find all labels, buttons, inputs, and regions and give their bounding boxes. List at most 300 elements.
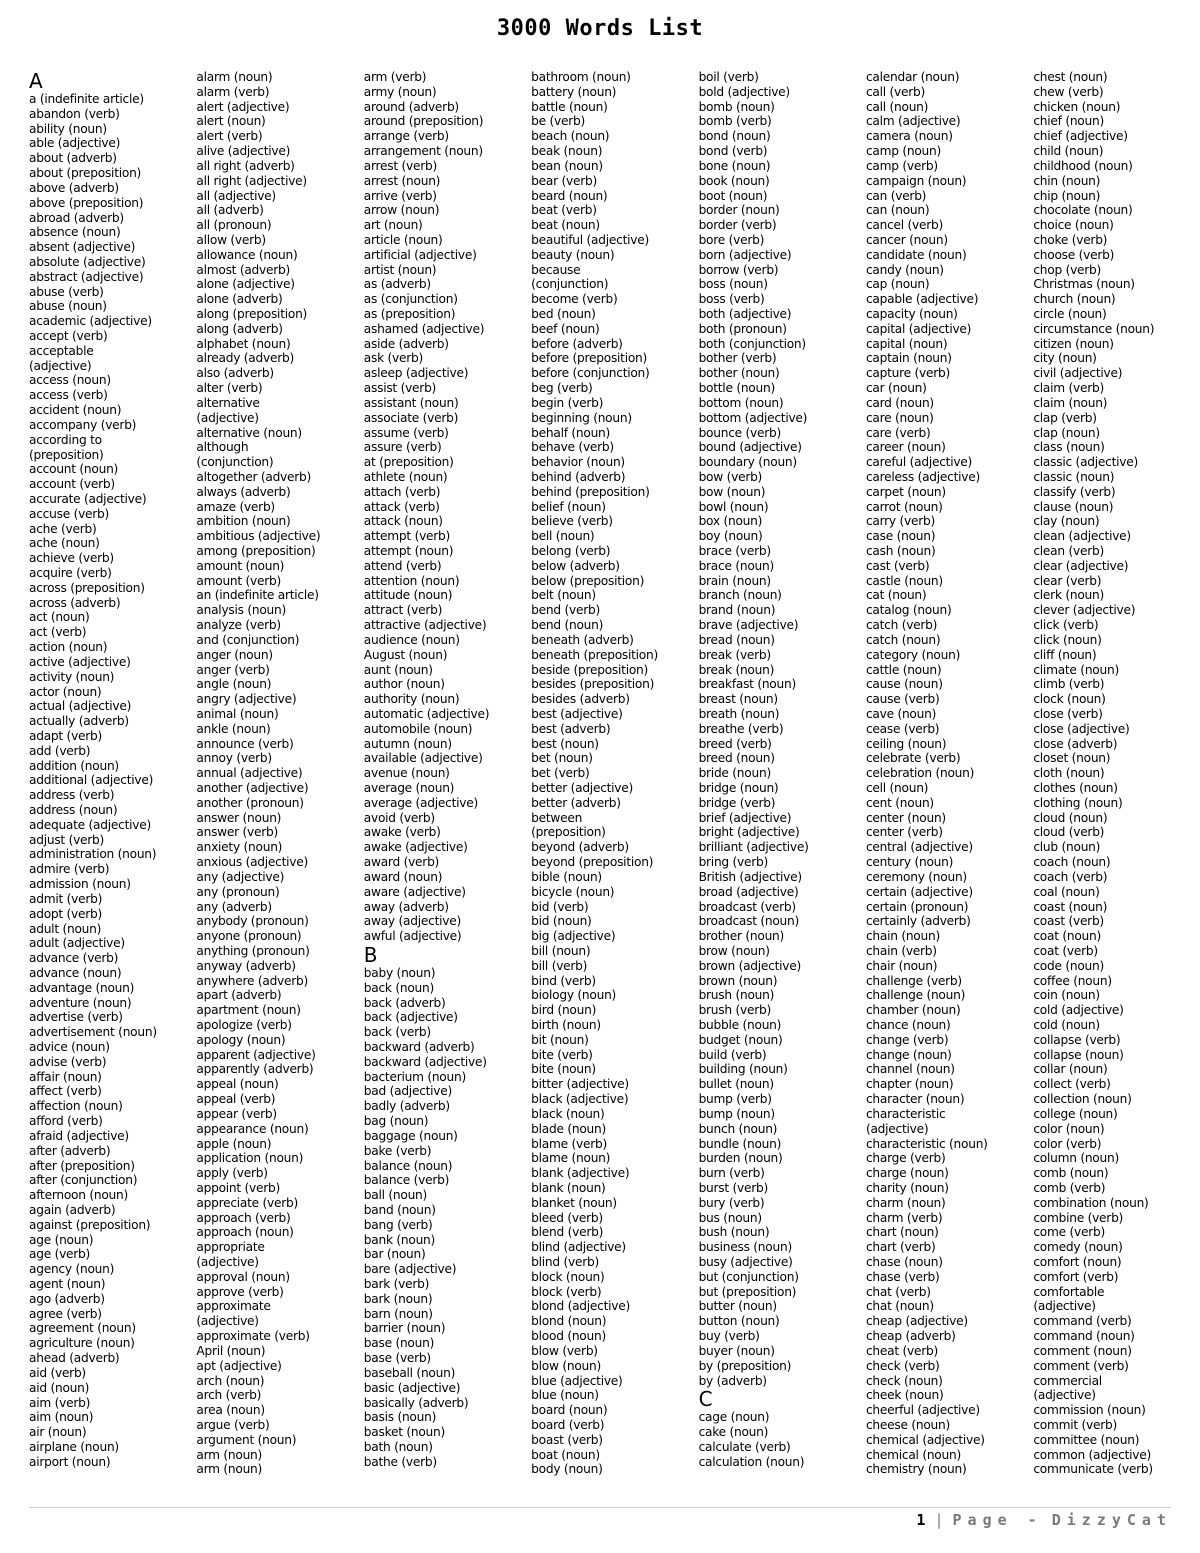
word-entry: before (conjunction): [531, 366, 650, 381]
word-entry: by (preposition): [698, 1358, 792, 1373]
word-entry: (preposition): [29, 447, 104, 462]
word-entry: cancer (noun): [865, 232, 948, 247]
word-entry: capital (adjective): [865, 321, 972, 336]
word-entry: careless (adjective): [865, 469, 980, 484]
word-entry: apologize (verb): [196, 1018, 292, 1032]
word-entry: chat (noun): [865, 1299, 934, 1314]
word-entry: collect (verb): [1033, 1077, 1111, 1092]
word-entry: award (verb): [363, 855, 440, 870]
word-entry: blood (noun): [531, 1329, 606, 1344]
word-entry: beautiful (adjective): [531, 232, 649, 247]
word-entry: bark (verb): [363, 1277, 430, 1291]
word-entry: car (noun): [865, 381, 927, 396]
word-entry: common (adjective): [1033, 1447, 1151, 1462]
word-entry: bleed (verb): [531, 1210, 603, 1225]
word-entry: as (preposition): [363, 307, 456, 321]
word-entry: age (noun): [29, 1232, 94, 1247]
word-entry: accept (verb): [29, 329, 108, 343]
word-entry: attitude (noun): [363, 588, 453, 603]
word-entry: blow (verb): [531, 1343, 598, 1358]
word-entry: chip (noun): [1033, 188, 1101, 203]
word-entry: college (noun): [1033, 1106, 1118, 1121]
word-entry: act (noun): [29, 610, 90, 625]
word-entry: bet (verb): [531, 766, 590, 781]
word-entry: climate (noun): [1033, 662, 1119, 677]
word-entry: breath (noun): [698, 706, 780, 721]
word-entry: career (noun): [865, 440, 946, 455]
word-entry: book (noun): [698, 173, 770, 188]
word-entry: case (noun): [865, 529, 936, 544]
word-entry: breed (noun): [698, 751, 775, 766]
word-entry: bed (noun): [531, 307, 596, 321]
word-entry: alter (verb): [196, 381, 263, 396]
page-label: Page -: [952, 1511, 1043, 1529]
word-entry: around (preposition): [363, 114, 484, 129]
word-entry: autumn (noun): [363, 736, 452, 751]
word-entry: basis (noun): [363, 1410, 437, 1425]
section-letter-heading: A: [29, 70, 43, 93]
word-entry: cheap (adjective): [865, 1314, 968, 1329]
word-entry: chance (noun): [865, 1018, 951, 1032]
word-entry: coffee (noun): [1033, 973, 1112, 988]
word-entry: attack (noun): [363, 514, 443, 529]
word-entry: anyone (pronoun): [196, 929, 302, 944]
word-entry: always (adverb): [196, 484, 291, 499]
word-entry: cast (verb): [865, 558, 930, 573]
word-entry: attack (verb): [363, 499, 440, 514]
word-entry: comfort (noun): [1033, 1255, 1122, 1269]
word-entry: cloud (verb): [1033, 825, 1105, 840]
word-entry: approval (noun): [196, 1269, 290, 1284]
word-entry: apt (adjective): [196, 1358, 282, 1373]
word-entry: basically (adverb): [363, 1395, 469, 1410]
word-entry: bird (noun): [531, 1003, 597, 1018]
word-entry: blind (verb): [531, 1255, 599, 1269]
word-entry: asleep (adjective): [363, 366, 469, 381]
word-entry: call (verb): [865, 84, 925, 99]
document-title: 3000 Words List: [496, 16, 704, 41]
word-entry: a (indefinite article): [29, 92, 144, 106]
word-entry: cold (adjective): [1033, 1003, 1124, 1018]
word-entry: carrot (noun): [865, 499, 943, 514]
word-entry: coast (noun): [1033, 899, 1108, 914]
word-entry: alive (adjective): [196, 144, 291, 159]
word-entry: card (noun): [865, 395, 934, 410]
word-entry: characteristic: [865, 1106, 946, 1121]
word-entry: celebration (noun): [865, 766, 975, 781]
word-entry: author (noun): [363, 677, 445, 692]
word-entry: chief (noun): [1033, 114, 1104, 129]
word-entry: assist (verb): [363, 381, 437, 396]
word-entry: chair (noun): [865, 958, 938, 973]
word-entry: awake (adjective): [363, 840, 468, 855]
word-entry: ability (noun): [29, 121, 107, 136]
section-letter-heading: C: [698, 1387, 713, 1412]
word-entry: amaze (verb): [196, 499, 275, 514]
word-entry: capital (noun): [865, 336, 948, 351]
word-entry: anger (noun): [196, 647, 273, 662]
word-entry: attach (verb): [363, 484, 441, 499]
word-entry: altogether (adverb): [196, 469, 312, 484]
word-entry: aim (noun): [29, 1410, 94, 1425]
word-entry: cause (verb): [865, 692, 940, 707]
word-entry: communicate (verb): [1033, 1462, 1153, 1477]
word-entry: broad (adjective): [698, 884, 799, 899]
word-entry: bow (verb): [698, 469, 763, 484]
word-entry: cancel (verb): [865, 218, 944, 233]
word-entry: below (adverb): [531, 558, 620, 573]
word-entry: bunch (noun): [698, 1121, 778, 1136]
word-entry: account (noun): [29, 462, 119, 477]
word-entry: accurate (adjective): [29, 491, 147, 506]
word-entry: calculation (noun): [698, 1454, 805, 1469]
word-entry: chief (adjective): [1033, 129, 1128, 144]
word-entry: acceptable: [29, 343, 94, 358]
word-entry: catch (noun): [865, 632, 941, 647]
word-entry: candy (noun): [865, 262, 944, 277]
word-entry: catch (verb): [865, 618, 938, 633]
word-entry: baseball (noun): [363, 1365, 456, 1380]
word-entry: bowl (noun): [698, 499, 769, 514]
word-entry: bite (noun): [531, 1062, 596, 1077]
word-entry: analysis (noun): [196, 603, 286, 618]
word-entry: classify (verb): [1033, 484, 1116, 499]
word-entry: bomb (noun): [698, 99, 775, 114]
word-entry: alarm (verb): [196, 84, 270, 99]
word-entry: approach (noun): [196, 1225, 294, 1240]
word-entry: automatic (adjective): [363, 706, 490, 721]
word-entry: accuse (verb): [29, 506, 110, 521]
word-entry: bundle (noun): [698, 1136, 782, 1151]
word-entry: captain (noun): [865, 351, 952, 366]
word-entry: account (verb): [29, 477, 115, 492]
word-entry: calculate (verb): [698, 1439, 791, 1454]
word-entry: beneath (preposition): [531, 647, 658, 662]
word-entry: award (noun): [363, 869, 443, 884]
word-entry: central (adjective): [865, 840, 973, 855]
word-entry: birth (noun): [531, 1018, 601, 1032]
word-entry: beach (noun): [531, 129, 610, 144]
word-entry: any (adverb): [196, 899, 272, 914]
word-entry: avoid (verb): [363, 810, 435, 825]
word-entry: boundary (noun): [698, 455, 797, 470]
word-entry: civil (adjective): [1033, 366, 1123, 381]
word-entry: chemical (noun): [865, 1447, 961, 1462]
word-entry: army (noun): [363, 84, 437, 99]
word-entry: can (verb): [865, 188, 927, 203]
word-entry: charm (noun): [865, 1195, 946, 1210]
word-entry: bridge (noun): [698, 781, 779, 795]
word-entry: bottle (noun): [698, 381, 775, 396]
word-entry: basket (noun): [363, 1425, 445, 1440]
word-entry: block (verb): [531, 1284, 602, 1299]
word-entry: (adjective): [29, 358, 92, 373]
word-entry: aware (adjective): [363, 884, 466, 899]
footer-divider: [29, 1507, 1171, 1508]
word-entry: admission (noun): [29, 877, 131, 892]
word-entry: click (verb): [1033, 618, 1099, 633]
word-entry: after (preposition): [29, 1158, 135, 1173]
word-entry: beginning (noun): [531, 410, 632, 425]
word-entry: chase (verb): [865, 1269, 940, 1284]
word-entry: brief (adjective): [698, 810, 792, 825]
word-entry: (conjunction): [196, 455, 274, 470]
word-entry: across (adverb): [29, 595, 121, 610]
word-entry: beat (verb): [531, 203, 597, 218]
word-entry: buyer (noun): [698, 1343, 775, 1358]
word-entry: bible (noun): [531, 869, 602, 884]
word-entry: (adjective): [1033, 1299, 1096, 1314]
word-entry: become (verb): [531, 292, 618, 307]
word-entry: argument (noun): [196, 1432, 297, 1447]
word-entry: box (noun): [698, 514, 763, 529]
section-letter-heading: B: [363, 942, 378, 967]
word-entry: approach (verb): [196, 1210, 291, 1225]
word-entry: celebrate (verb): [865, 751, 961, 766]
word-entry: bare (adjective): [363, 1262, 457, 1277]
word-entry: battle (noun): [531, 99, 608, 114]
word-entry: base (verb): [363, 1351, 431, 1366]
word-entry: although: [196, 440, 249, 455]
word-entry: April (noun): [196, 1343, 266, 1358]
word-list-columns: [29, 70, 1189, 1480]
word-entry: British (adjective): [698, 869, 802, 884]
word-entry: (adjective): [196, 1314, 259, 1329]
word-entry: brush (noun): [698, 988, 775, 1003]
word-entry: candidate (noun): [865, 247, 967, 262]
word-entry: behind (adverb): [531, 469, 626, 484]
word-entry: bottom (adjective): [698, 410, 808, 425]
word-entry: article (noun): [363, 232, 443, 247]
word-entry: cave (noun): [865, 706, 937, 721]
word-entry: an (indefinite article): [196, 588, 319, 603]
word-entry: biology (noun): [531, 988, 617, 1003]
word-entry: blond (noun): [531, 1314, 607, 1329]
word-entry: adult (adjective): [29, 936, 125, 951]
word-entry: apparently (adverb): [196, 1062, 314, 1077]
word-entry: along (adverb): [196, 321, 283, 336]
word-entry: cat (noun): [865, 588, 927, 603]
word-entry: (adjective): [1033, 1388, 1096, 1403]
word-entry: aid (noun): [29, 1380, 90, 1395]
word-entry: clerk (noun): [1033, 588, 1105, 603]
word-entry: activity (noun): [29, 669, 115, 684]
word-entry: committee (noun): [1033, 1432, 1140, 1447]
word-entry: airport (noun): [29, 1454, 111, 1469]
word-entry: abuse (verb): [29, 284, 104, 299]
word-entry: allowance (noun): [196, 247, 298, 262]
word-entry: center (noun): [865, 810, 946, 825]
word-entry: adult (noun): [29, 921, 102, 936]
word-entry: ceremony (noun): [865, 869, 967, 884]
word-entry: brilliant (adjective): [698, 840, 809, 855]
word-entry: boss (noun): [698, 277, 768, 292]
word-entry: clean (verb): [1033, 544, 1104, 558]
word-entry: arrange (verb): [363, 129, 449, 144]
word-entry: bill (verb): [531, 958, 588, 973]
word-entry: beard (noun): [531, 188, 608, 203]
word-entry: bold (adjective): [698, 84, 790, 99]
word-entry: arrangement (noun): [363, 144, 483, 159]
word-entry: comment (noun): [1033, 1343, 1132, 1358]
word-entry: ambitious (adjective): [196, 529, 321, 544]
word-entry: ache (verb): [29, 521, 97, 536]
word-entry: better (adjective): [531, 781, 634, 795]
word-entry: catalog (noun): [865, 603, 952, 618]
word-entry: ask (verb): [363, 351, 423, 366]
word-entry: border (verb): [698, 218, 777, 233]
word-entry: available (adjective): [363, 751, 483, 766]
word-entry: budget (noun): [698, 1032, 783, 1047]
word-entry: belt (noun): [531, 588, 596, 603]
word-column: [1033, 70, 1200, 1480]
word-entry: cheap (adverb): [865, 1329, 956, 1344]
word-entry: cloth (noun): [1033, 766, 1105, 781]
word-entry: back (adverb): [363, 995, 446, 1010]
word-entry: blend (verb): [531, 1225, 604, 1240]
word-entry: combine (verb): [1033, 1210, 1124, 1225]
word-entry: (adjective): [865, 1121, 929, 1136]
word-entry: collapse (verb): [1033, 1032, 1121, 1047]
word-entry: bomb (verb): [698, 114, 772, 129]
word-entry: agency (noun): [29, 1262, 115, 1277]
word-entry: blank (noun): [531, 1180, 606, 1195]
word-entry: afraid (adjective): [29, 1128, 129, 1143]
word-entry: aid (verb): [29, 1365, 86, 1380]
word-entry: besides (adverb): [531, 692, 630, 707]
word-entry: carpet (noun): [865, 484, 946, 499]
word-entry: breast (noun): [698, 692, 778, 707]
word-entry: bid (noun): [531, 914, 592, 929]
word-entry: backward (adjective): [363, 1054, 487, 1069]
word-entry: bet (noun): [531, 751, 593, 766]
word-entry: cell (noun): [865, 781, 929, 795]
word-entry: art (noun): [363, 218, 423, 233]
word-entry: agree (verb): [29, 1306, 102, 1321]
word-entry: boss (verb): [698, 292, 765, 307]
word-entry: care (verb): [865, 425, 931, 440]
word-entry: close (adverb): [1033, 736, 1118, 751]
word-entry: above (preposition): [29, 195, 144, 210]
word-entry: be (verb): [531, 114, 585, 129]
word-entry: chemistry (noun): [865, 1462, 967, 1477]
word-entry: appreciate (verb): [196, 1195, 298, 1210]
word-entry: blue (noun): [531, 1388, 599, 1403]
word-entry: burn (verb): [698, 1166, 765, 1181]
word-entry: after (conjunction): [29, 1173, 138, 1188]
word-entry: clay (noun): [1033, 514, 1100, 529]
word-entry: both (conjunction): [698, 336, 806, 351]
word-entry: change (noun): [865, 1047, 952, 1062]
word-entry: away (adjective): [363, 914, 461, 929]
word-entry: cheat (verb): [865, 1343, 938, 1358]
word-entry: attempt (verb): [363, 529, 451, 544]
word-entry: burst (verb): [698, 1180, 769, 1195]
word-entry: any (pronoun): [196, 884, 280, 899]
word-entry: clean (adjective): [1033, 529, 1131, 544]
word-entry: already (adverb): [196, 351, 294, 366]
word-entry: abroad (adverb): [29, 210, 124, 225]
word-entry: allow (verb): [196, 232, 266, 247]
word-entry: adjust (verb): [29, 832, 105, 847]
word-entry: claim (verb): [1033, 381, 1104, 396]
word-entry: capable (adjective): [865, 292, 979, 307]
word-entry: anger (verb): [196, 662, 270, 677]
word-entry: bubble (noun): [698, 1018, 782, 1032]
word-entry: ago (adverb): [29, 1291, 105, 1306]
word-entry: angle (noun): [196, 677, 272, 692]
word-entry: brow (noun): [698, 943, 770, 958]
page-brand: DizzyCat: [1051, 1511, 1172, 1529]
word-entry: bullet (noun): [698, 1077, 774, 1092]
word-entry: alternative: [196, 395, 260, 410]
word-entry: cent (noun): [865, 795, 934, 810]
word-entry: character (noun): [865, 1092, 965, 1107]
word-entry: any (adjective): [196, 869, 285, 884]
word-entry: broadcast (verb): [698, 899, 796, 914]
word-entry: besides (preposition): [531, 677, 655, 692]
word-entry: bother (verb): [698, 351, 777, 366]
word-entry: behalf (noun): [531, 425, 611, 440]
word-entry: all (adjective): [196, 188, 276, 203]
word-entry: bath (noun): [363, 1439, 433, 1454]
word-entry: comfort (verb): [1033, 1269, 1119, 1284]
word-entry: cage (noun): [698, 1410, 770, 1425]
word-entry: approve (verb): [196, 1284, 284, 1299]
word-entry: cattle (noun): [865, 662, 942, 677]
word-entry: advise (verb): [29, 1054, 107, 1069]
word-entry: comfortable: [1033, 1284, 1105, 1299]
word-entry: bond (noun): [698, 129, 771, 144]
word-entry: color (verb): [1033, 1136, 1102, 1151]
word-entry: between: [531, 810, 583, 825]
word-entry: absent (adjective): [29, 240, 136, 255]
word-entry: coat (noun): [1033, 929, 1102, 944]
word-entry: another (pronoun): [196, 795, 304, 810]
word-entry: audience (noun): [363, 632, 460, 647]
word-entry: bake (verb): [363, 1143, 432, 1158]
word-entry: abstract (adjective): [29, 269, 144, 284]
word-entry: air (noun): [29, 1425, 87, 1440]
word-entry: bus (noun): [698, 1210, 762, 1225]
word-entry: business (noun): [698, 1240, 792, 1255]
word-entry: bark (noun): [363, 1291, 433, 1306]
word-entry: castle (noun): [865, 573, 943, 588]
word-entry: blond (adjective): [531, 1299, 631, 1314]
word-entry: clap (verb): [1033, 410, 1097, 425]
word-entry: against (preposition): [29, 1217, 151, 1232]
word-entry: chapter (noun): [865, 1077, 954, 1092]
word-entry: aunt (noun): [363, 662, 433, 677]
word-entry: anxious (adjective): [196, 855, 309, 870]
word-entry: address (noun): [29, 803, 118, 817]
word-entry: chin (noun): [1033, 173, 1101, 188]
word-entry: bank (noun): [363, 1232, 436, 1247]
word-entry: bear (verb): [531, 173, 597, 188]
word-entry: choose (verb): [1033, 247, 1115, 262]
word-entry: apple (noun): [196, 1136, 272, 1151]
word-entry: bride (noun): [698, 766, 771, 781]
word-entry: chain (noun): [865, 929, 940, 944]
word-entry: but (preposition): [698, 1284, 797, 1299]
word-entry: announce (verb): [196, 736, 294, 751]
word-entry: agriculture (noun): [29, 1336, 135, 1351]
word-entry: affection (noun): [29, 1099, 123, 1114]
word-entry: beat (noun): [531, 218, 600, 233]
word-entry: charm (verb): [865, 1210, 943, 1225]
word-entry: build (verb): [698, 1047, 767, 1062]
word-entry: (conjunction): [531, 277, 609, 292]
